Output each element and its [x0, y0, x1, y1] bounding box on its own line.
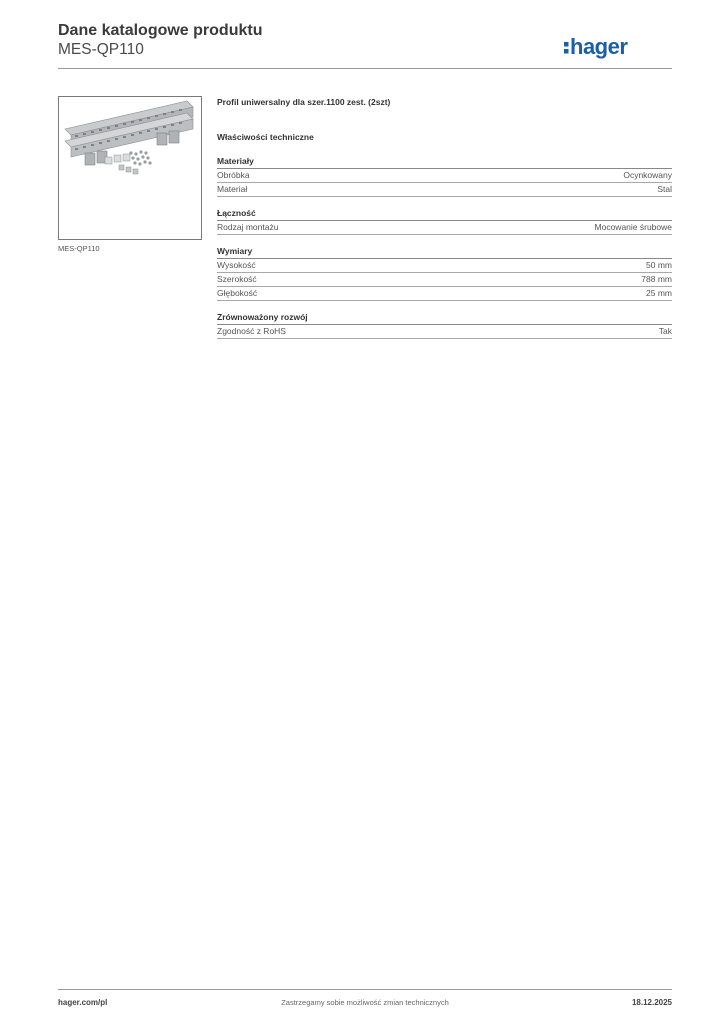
spec-label: Szerokość: [217, 274, 257, 284]
spec-label: Rodzaj montażu: [217, 222, 279, 232]
document-footer: [58, 998, 672, 1010]
section-sustainability: [217, 311, 672, 339]
spec-row: [217, 183, 672, 197]
hager-logo: [564, 34, 654, 62]
product-description: Profil uniwersalny dla szer.1100 zest. (2szt): [217, 97, 391, 107]
section-dimensions: [217, 245, 672, 301]
spec-value: Tak: [658, 326, 672, 336]
document-header: [58, 20, 672, 70]
spec-label: Obróbka: [217, 170, 250, 180]
svg-text:hager: hager: [570, 34, 628, 59]
spec-row: [217, 287, 672, 301]
footer-divider: [58, 989, 672, 990]
spec-row: [217, 325, 672, 339]
spec-label: Materiał: [217, 184, 248, 194]
spec-value: 50 mm: [646, 260, 672, 270]
spec-value: Stal: [657, 184, 672, 194]
spec-row: [217, 259, 672, 273]
website-link[interactable]: hager.com/pl: [58, 998, 108, 1007]
spec-value: 788 mm: [641, 274, 672, 284]
section-title: Łączność: [217, 207, 672, 221]
spec-label: Wysokość: [217, 260, 256, 270]
product-code: MES-QP110: [58, 41, 144, 58]
section-title: Zrównoważony rozwój: [217, 311, 672, 325]
spec-panel: [217, 96, 672, 349]
header-divider: [58, 68, 672, 69]
spec-value: Mocowanie śrubowe: [594, 222, 672, 232]
legal-notice: Zastrzegamy sobie możliwość zmian technicznych: [281, 998, 449, 1007]
spec-label: Zgodność z RoHS: [217, 326, 286, 336]
spec-value: 25 mm: [646, 288, 672, 298]
section-title: Materiały: [217, 155, 672, 169]
properties-title: Właściwości techniczne: [217, 132, 314, 142]
section-title: Wymiary: [217, 245, 672, 259]
document-date: 18.12.2025: [631, 998, 672, 1007]
spec-row: [217, 169, 672, 183]
spec-value: Ocynkowany: [623, 170, 672, 180]
image-caption: MES-QP110: [58, 244, 100, 253]
section-connectivity: [217, 207, 672, 235]
spec-label: Głębokość: [217, 288, 258, 298]
spec-row: [217, 221, 672, 235]
document-title: Dane katalogowe produktu: [58, 22, 263, 39]
product-image: [58, 96, 202, 240]
spec-row: [217, 273, 672, 287]
section-materials: [217, 155, 672, 197]
